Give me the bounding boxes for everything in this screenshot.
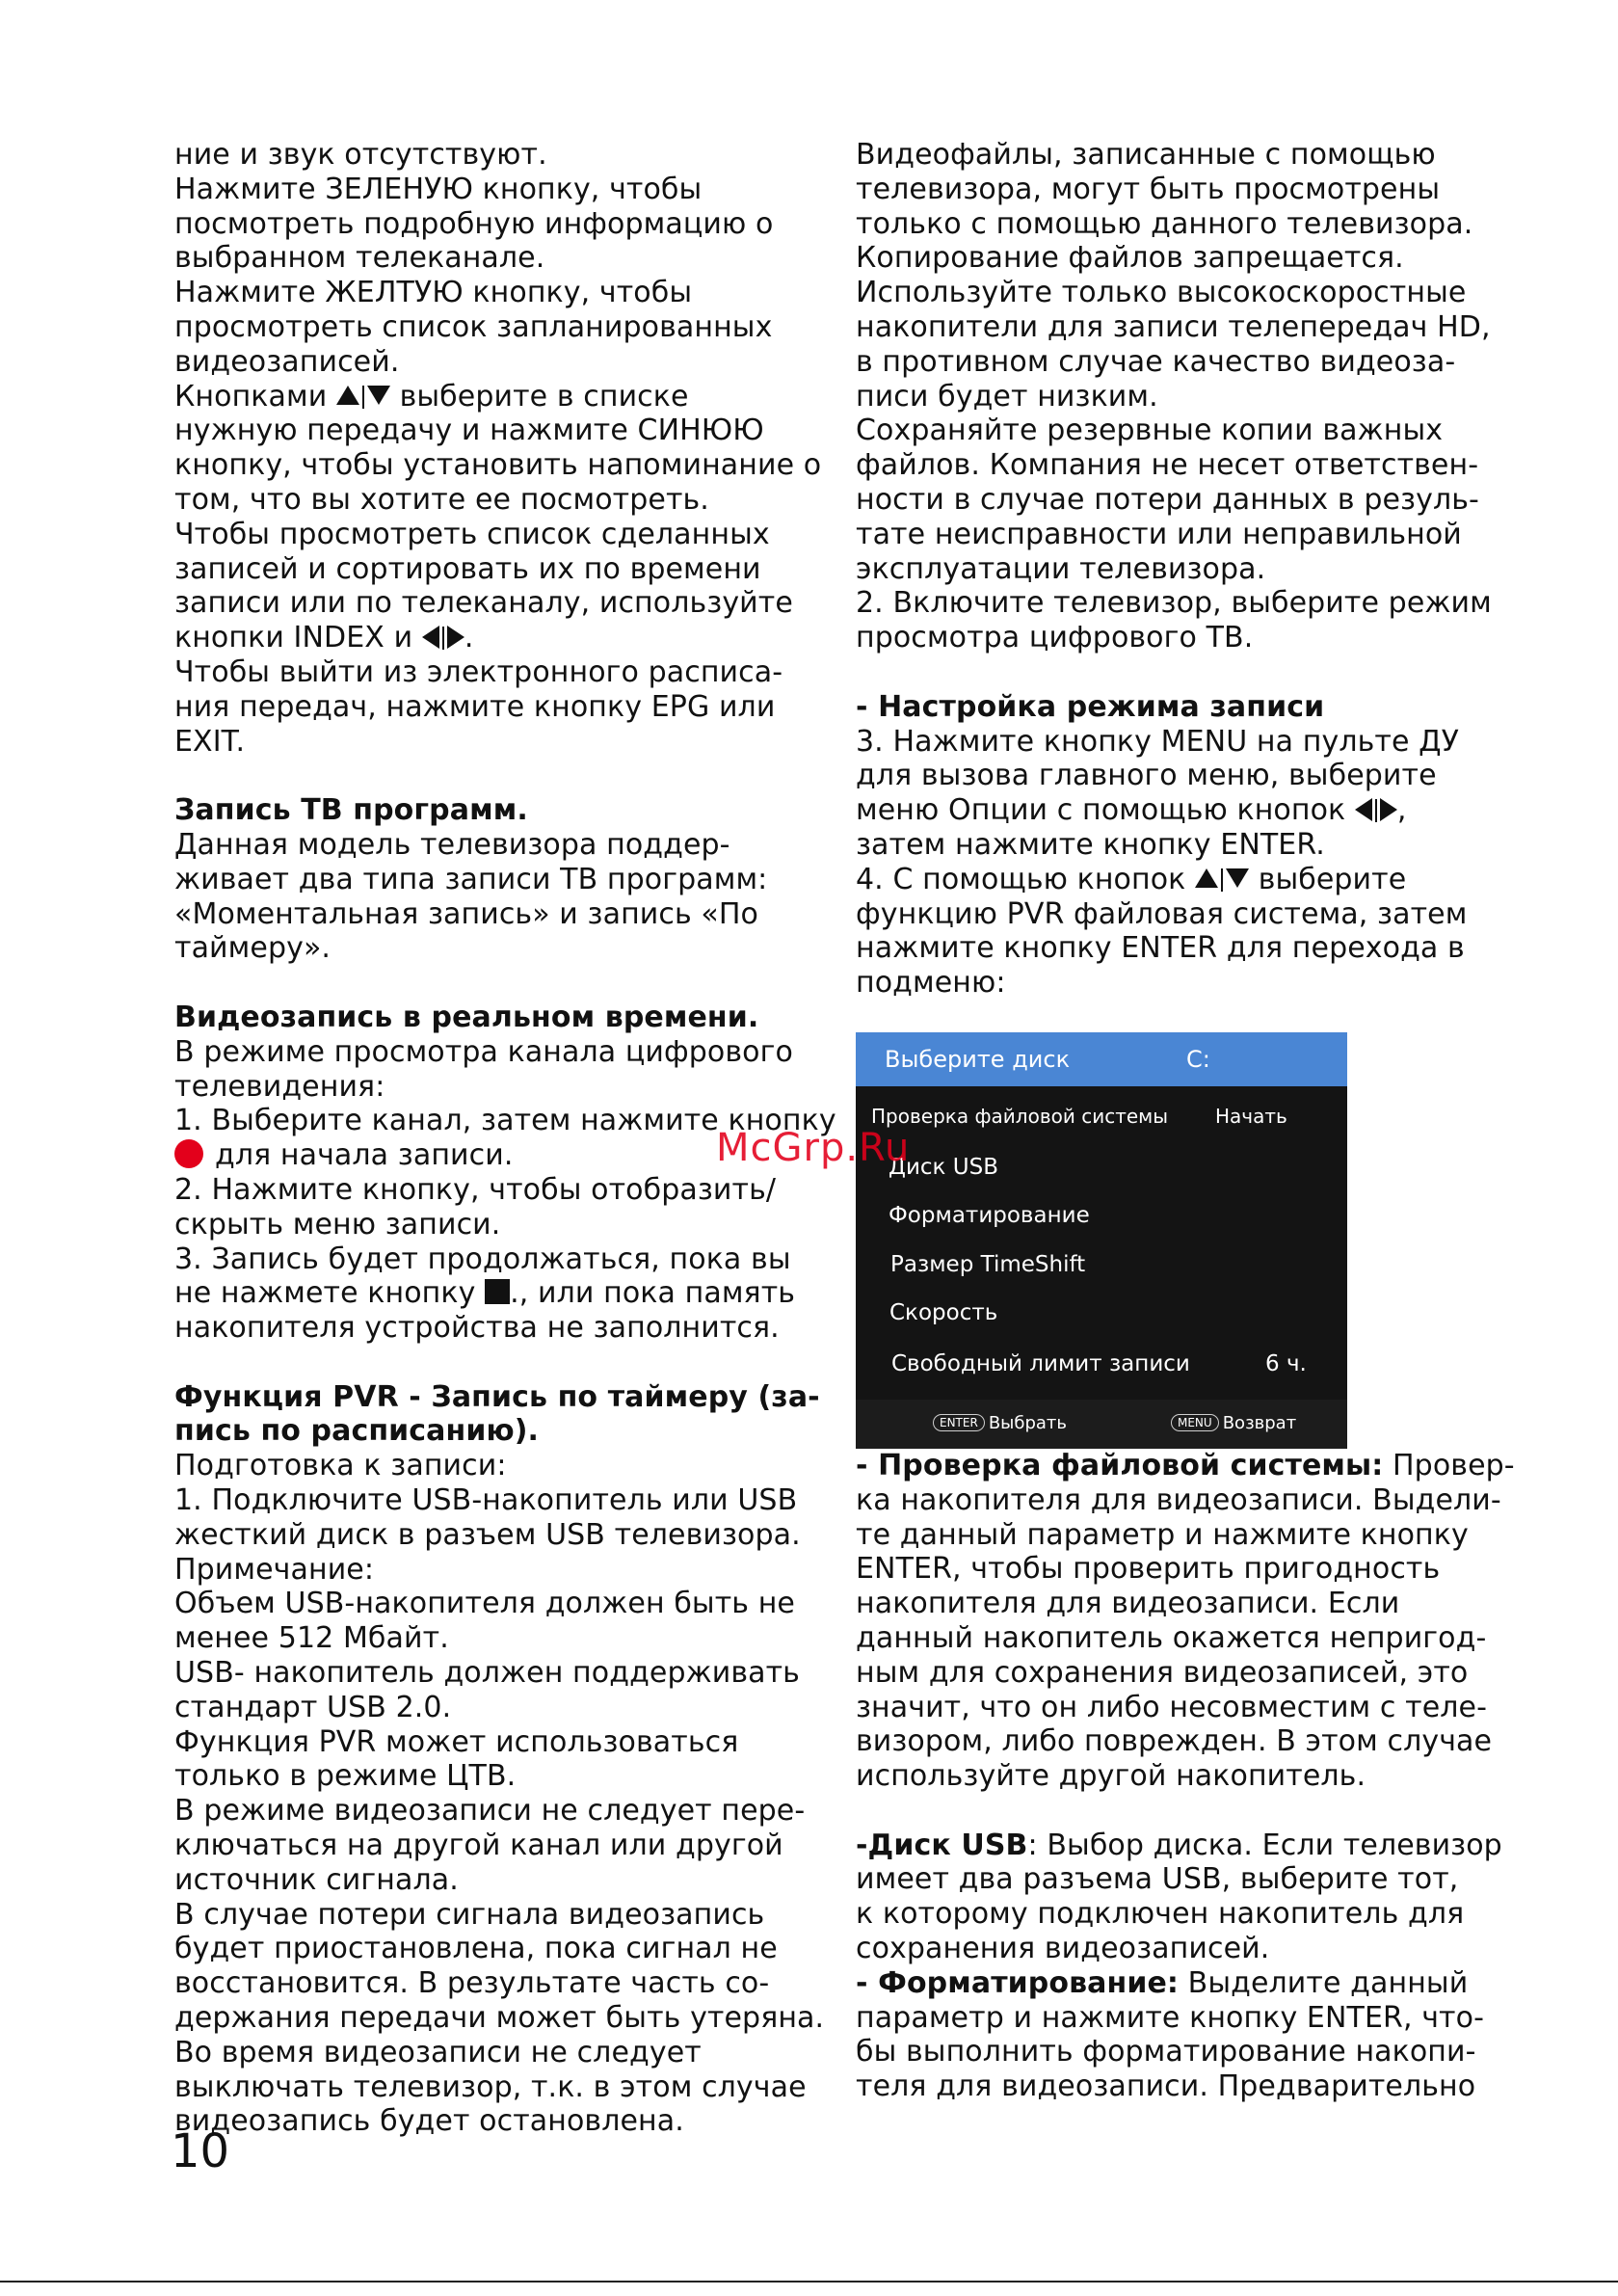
text-line: эксплуатации телевизора. xyxy=(856,551,1266,586)
text-segment: выберите xyxy=(1258,862,1407,896)
text-line xyxy=(856,793,1492,828)
text-line: ным для сохранения видеозаписей, это xyxy=(856,1655,1469,1690)
text-line: В режиме просмотра канала цифрового xyxy=(174,1034,793,1069)
text-line: данный накопитель окажется непригод- xyxy=(856,1620,1487,1655)
text-line: файлов. Компания не несет ответствен- xyxy=(856,448,1479,483)
text-line: живает два типа записи ТВ программ: xyxy=(174,862,768,896)
text-line: выбранном телеканале. xyxy=(174,241,545,276)
text-line: Примечание: xyxy=(174,1552,375,1587)
blank-line xyxy=(174,759,849,793)
text-line: используйте другой накопитель. xyxy=(856,1759,1366,1794)
text-line: менее 512 Мбайт. xyxy=(174,1621,449,1656)
text-line: затем нажмите кнопку ENTER. xyxy=(856,827,1325,862)
text-line: держания передачи может быть утеряна. xyxy=(174,2001,825,2036)
text-line xyxy=(856,1828,1502,1863)
text-line: 2. Включите телевизор, выберите режим xyxy=(856,586,1492,621)
text-line: 1. Подключите USB-накопитель или USB xyxy=(174,1483,798,1518)
section-heading: Видеозапись в реальном времени. xyxy=(174,1000,759,1034)
text-segment: не нажмете кнопку xyxy=(174,1276,476,1311)
text-line: таймеру». xyxy=(174,931,332,966)
text-line: значит, что он либо несовместим с теле- xyxy=(856,1690,1488,1724)
text-line: Видеофайлы, записанные с помощью xyxy=(856,138,1436,172)
down-arrow-icon xyxy=(367,386,390,405)
text-line: просмотра цифрового ТВ. xyxy=(856,621,1254,655)
record-dot-icon xyxy=(174,1139,203,1168)
text-line: бы выполнить форматирование накопи- xyxy=(856,2035,1476,2069)
text-line: 3. Запись будет продолжаться, пока вы xyxy=(174,1241,791,1276)
text-line: кнопку, чтобы установить напоминание о xyxy=(174,448,822,483)
text-segment: для начала записи. xyxy=(215,1138,514,1173)
separator-icon xyxy=(442,627,444,650)
text-line: В случае потери сигнала видеозапись xyxy=(174,1897,765,1932)
text-line: визором, либо поврежден. В этом случае xyxy=(856,1724,1493,1759)
text-line: в противном случае качество видеоза- xyxy=(856,344,1456,379)
text-segment: выберите в списке xyxy=(399,379,689,414)
section-heading: - Настройка режима записи xyxy=(856,689,1325,724)
term-label: - Форматирование: xyxy=(856,1965,1180,2000)
menu-item-timeshift: Размер TimeShift xyxy=(890,1252,1086,1277)
text-line: к которому подключен накопитель для xyxy=(856,1897,1465,1932)
text-line: Сохраняйте резервные копии важных xyxy=(856,414,1444,448)
text-line: ключаться на другой канал или другой xyxy=(174,1829,783,1863)
text-line: источник сигнала. xyxy=(174,1862,459,1897)
text-line: В режиме видеозаписи не следует пере- xyxy=(174,1794,806,1829)
text-line: параметр и нажмите кнопку ENTER, что- xyxy=(856,2000,1485,2035)
text-line: записи или по телеканалу, используйте xyxy=(174,586,793,621)
text-line xyxy=(174,621,849,655)
text-line: Нажмите ЗЕЛЕНУЮ кнопку, чтобы xyxy=(174,172,703,206)
separator-icon xyxy=(362,386,364,409)
menu-header-value: C: xyxy=(1186,1046,1210,1073)
text-line: Копирование файлов запрещается. xyxy=(856,241,1404,276)
text-line: сохранения видеозаписей. xyxy=(856,1932,1270,1966)
right-arrow-icon xyxy=(1380,798,1397,821)
text-line: стандарт USB 2.0. xyxy=(174,1690,452,1724)
text-line: те данный параметр и нажмите кнопку xyxy=(856,1517,1469,1552)
text-line: записей и сортировать их по времени xyxy=(174,551,761,586)
text-line: 3. Нажмите кнопку MENU на пульте ДУ xyxy=(856,724,1460,759)
text-line: EXIT. xyxy=(174,724,246,759)
bottom-divider xyxy=(0,2281,1618,2283)
term-label: -Диск USB xyxy=(856,1828,1028,1862)
text-line: просмотреть список запланированных xyxy=(174,309,773,344)
text-line: писи будет низким. xyxy=(856,379,1158,414)
menu-footer-back-label: Возврат xyxy=(1222,1413,1297,1433)
down-arrow-icon xyxy=(1226,868,1249,888)
menu-item-format: Форматирование xyxy=(889,1203,1090,1228)
menu-footer-select-label: Выбрать xyxy=(988,1413,1068,1433)
text-segment: ., или пока память xyxy=(510,1276,796,1311)
text-line: будет приостановлена, пока сигнал не xyxy=(174,1932,778,1966)
text-line: только с помощью данного телевизора. xyxy=(856,206,1473,241)
up-arrow-icon xyxy=(1195,868,1218,888)
text-segment: : Выбор диска. Если телевизор xyxy=(1027,1828,1502,1862)
menu-item-label: Проверка файловой системы xyxy=(871,1105,1169,1128)
text-line: для вызова главного меню, выберите xyxy=(856,759,1437,793)
text-segment: , xyxy=(1396,793,1407,828)
menu-item-check-fs xyxy=(871,1105,1168,1128)
text-line: жесткий диск в разъем USB телевизора. xyxy=(174,1517,801,1552)
text-line: восстановится. В результате часть со- xyxy=(174,1966,770,2001)
text-line xyxy=(174,1276,849,1311)
section-heading: Функция PVR - Запись по таймеру (за- xyxy=(174,1379,820,1414)
stop-square-icon xyxy=(485,1279,510,1304)
text-segment: меню Опции с помощью кнопок xyxy=(856,793,1346,828)
pvr-menu-screenshot xyxy=(856,1032,1347,1449)
section-heading: Запись ТВ программ. xyxy=(174,793,528,828)
blank-line xyxy=(856,1794,1492,1829)
text-segment: Выделите данный xyxy=(1179,1965,1469,2000)
menu-item-check-value: Начать xyxy=(1215,1105,1287,1128)
text-line xyxy=(856,1448,1515,1483)
text-line: Чтобы выйти из электронного расписа- xyxy=(174,654,783,689)
text-line: телевидения: xyxy=(174,1069,385,1104)
text-line: теля для видеозаписи. Предварительно xyxy=(856,2069,1476,2104)
text-line: Объем USB-накопителя должен быть не xyxy=(174,1587,795,1621)
text-line: 2. Нажмите кнопку, чтобы отобразить/ xyxy=(174,1172,777,1207)
text-line: выключать телевизор, т.к. в этом случае xyxy=(174,2069,807,2104)
up-arrow-icon xyxy=(336,386,359,405)
text-line: телевизора, могут быть просмотрены xyxy=(856,172,1441,206)
text-line: тате неисправности или неправильной xyxy=(856,517,1462,551)
menu-item-usb-disk: Диск USB xyxy=(889,1155,998,1180)
blank-line xyxy=(174,1346,849,1380)
text-line: Нажмите ЖЕЛТУЮ кнопку, чтобы xyxy=(174,276,693,310)
menu-header xyxy=(856,1032,1347,1086)
text-segment: 4. С помощью кнопок xyxy=(856,862,1186,896)
text-line: накопители для записи телепередач HD, xyxy=(856,309,1491,344)
text-line: USB- накопитель должен поддерживать xyxy=(174,1656,800,1691)
text-line: том, что вы хотите ее посмотреть. xyxy=(174,482,709,517)
menu-header-title: Выберите диск xyxy=(885,1046,1071,1073)
menu-key-icon: MENU xyxy=(1171,1414,1219,1431)
blank-line xyxy=(174,966,849,1001)
text-line: посмотреть подробную информацию о xyxy=(174,206,774,241)
text-line: видеозапись будет остановлена. xyxy=(174,2104,684,2139)
text-line: функцию PVR файловая система, затем xyxy=(856,896,1468,931)
text-line: Используйте только высокоскоростные xyxy=(856,276,1467,310)
text-line: накопителя устройства не заполнится. xyxy=(174,1311,780,1346)
text-segment: Кнопками xyxy=(174,379,328,414)
text-line: ности в случае потери данных в резуль- xyxy=(856,482,1479,517)
text-line: Во время видеозаписи не следует xyxy=(174,2035,702,2069)
text-segment: . xyxy=(464,621,474,655)
term-label: - Проверка файловой системы: xyxy=(856,1448,1384,1482)
section-heading: пись по расписанию). xyxy=(174,1414,540,1449)
text-line: накопителя для видеозаписи. Если xyxy=(856,1587,1400,1621)
menu-footer xyxy=(856,1400,1347,1449)
text-line: ка накопителя для видеозаписи. Выдели- xyxy=(856,1482,1501,1517)
text-segment: кнопки INDEX и xyxy=(174,621,413,655)
text-line: Подготовка к записи: xyxy=(174,1449,507,1483)
menu-item-record-limit: Свободный лимит записи xyxy=(891,1351,1190,1376)
text-line: скрыть меню записи. xyxy=(174,1207,501,1241)
enter-key-icon: ENTER xyxy=(933,1414,985,1431)
text-line xyxy=(174,380,849,414)
separator-icon xyxy=(1375,799,1377,822)
left-arrow-icon xyxy=(422,626,439,649)
text-line: Функция PVR может использоваться xyxy=(174,1724,739,1759)
text-line: «Моментальная запись» и запись «По xyxy=(174,896,758,931)
page-number: 10 xyxy=(171,2124,230,2178)
text-line xyxy=(856,863,1492,897)
text-line: Чтобы просмотреть список сделанных xyxy=(174,517,770,551)
menu-item-speed: Скорость xyxy=(889,1300,998,1325)
text-line: нажмите кнопку ENTER для перехода в xyxy=(856,931,1465,966)
text-line: видеозаписей. xyxy=(174,344,400,379)
text-line: 1. Выберите канал, затем нажмите кнопку xyxy=(174,1104,836,1138)
text-segment: Провер- xyxy=(1383,1448,1515,1482)
text-line: подменю: xyxy=(856,966,1006,1001)
menu-footer-select xyxy=(933,1413,1067,1433)
blank-line xyxy=(856,655,1492,690)
menu-footer-back xyxy=(1171,1413,1296,1433)
text-line: нужную передачу и нажмите СИНЮЮ xyxy=(174,414,764,448)
text-line: ния передач, нажмите кнопку EPG или xyxy=(174,689,776,724)
text-line: только в режиме ЦТВ. xyxy=(174,1759,517,1794)
menu-item-record-limit-value: 6 ч. xyxy=(1265,1351,1307,1376)
text-line: Данная модель телевизора поддер- xyxy=(174,827,730,862)
separator-icon xyxy=(1221,868,1223,892)
left-arrow-icon xyxy=(1355,798,1372,821)
text-line xyxy=(856,1966,1492,2001)
right-arrow-icon xyxy=(447,626,464,649)
watermark: McGrp.Ru xyxy=(716,1126,911,1170)
text-line: имеет два разъема USB, выберите тот, xyxy=(856,1862,1459,1897)
text-line: ние и звук отсутствуют. xyxy=(174,138,547,172)
text-line: ENTER, чтобы проверить пригодность xyxy=(856,1552,1441,1587)
